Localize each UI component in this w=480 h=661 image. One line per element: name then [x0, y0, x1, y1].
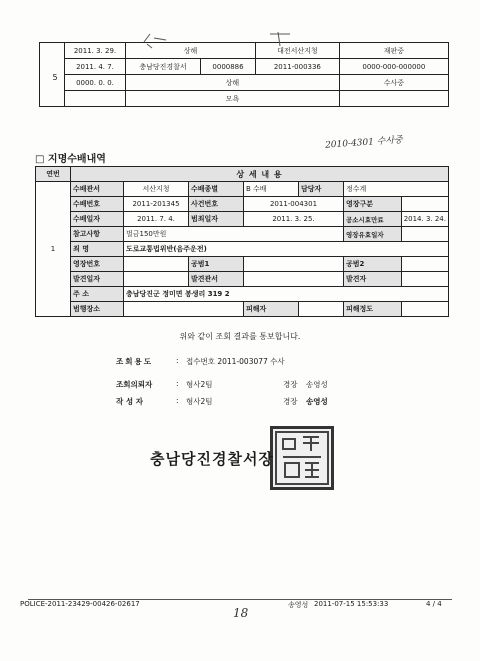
notice-text: 위와 같이 조회 결과를 통보합니다.	[179, 332, 301, 341]
value-case-no: 2011-004301	[244, 197, 344, 212]
label-address: 주 소	[71, 287, 124, 302]
requester-rank: 경장	[283, 380, 298, 389]
station-name: 충남당진경찰서장	[150, 450, 274, 468]
table-row	[36, 182, 449, 197]
value-wanted-type: B 수배	[244, 182, 299, 197]
record-date: 2011. 4. 7.	[65, 59, 126, 75]
wanted-table	[35, 166, 449, 317]
label-warrant-valid: 영장유효일자	[344, 227, 402, 242]
label-wanted-no: 수배번호	[71, 197, 124, 212]
value-issuing-office: 서산지청	[124, 182, 189, 197]
row-number: 5	[52, 73, 58, 82]
handwritten-scribbles	[140, 28, 310, 52]
value-wanted-date: 2011. 7. 4.	[124, 212, 189, 227]
requester-label: 조회의뢰자	[116, 380, 153, 389]
value-note: 벌금150만원	[124, 227, 344, 242]
purpose-label: 조회용도	[116, 357, 153, 366]
handwritten-note: 2010-4301 수사중	[324, 135, 404, 151]
label-warrant-type: 영장구분	[344, 197, 402, 212]
requester-team: 형사2팀	[186, 380, 213, 389]
label-note: 참고사항	[71, 227, 124, 242]
table-row	[36, 167, 449, 182]
table-row	[36, 257, 449, 272]
footer-page: 4 / 4	[426, 600, 442, 608]
label-officer: 담당자	[299, 182, 344, 197]
footer-printed-by: 송영성	[288, 601, 309, 609]
record-office: 충남당진경찰서	[126, 59, 201, 75]
value-officer: 정수계	[344, 182, 449, 197]
author-label: 작 성 자	[116, 397, 143, 406]
record-type: 모욕	[126, 91, 340, 107]
label-statute-end: 공소시효만료	[344, 212, 402, 227]
label-case-no: 사건번호	[189, 197, 244, 212]
value-wanted-no: 2011-201345	[124, 197, 189, 212]
record-case-no: 2011-000336	[256, 59, 340, 75]
footer-doc-id: POLICE-2011-23429-00426-02617	[20, 600, 140, 608]
footer-timestamp: 2011-07-15 15:53:33	[314, 600, 389, 608]
table-row	[36, 272, 449, 287]
label-accomplice2: 공범2	[344, 257, 402, 272]
record-agency: 대전서산지청	[256, 43, 340, 59]
label-crime-place: 범행장소	[71, 302, 124, 317]
table-row	[36, 242, 449, 257]
label-wanted-date: 수배일자	[71, 212, 124, 227]
official-seal	[270, 426, 334, 490]
label-crime-date: 범죄일자	[189, 212, 244, 227]
table-row	[36, 212, 449, 227]
table-row	[36, 197, 449, 212]
label-discovery-office: 발견관서	[189, 272, 244, 287]
label-damage: 피해정도	[344, 302, 402, 317]
value-statute-end: 2014. 3. 24.	[401, 212, 448, 227]
seq-number: 1	[36, 182, 71, 317]
label-discovery-date: 발견일자	[71, 272, 124, 287]
record-date: 2011. 3. 29.	[65, 43, 126, 59]
label-discoverer: 발견자	[344, 272, 402, 287]
record-status: 재판중	[339, 43, 448, 59]
value-address: 충남당진군 정미면 봉생리 319 2	[124, 287, 449, 302]
value-crime-date: 2011. 3. 25.	[244, 212, 344, 227]
label-victim: 피해자	[244, 302, 299, 317]
table-row	[40, 75, 449, 91]
label-crime-name: 죄 명	[71, 242, 124, 257]
record-date: 0000. 0. 0.	[65, 75, 126, 91]
label-warrant-no: 영장번호	[71, 257, 124, 272]
table-row	[36, 227, 449, 242]
author-signature: 송영성	[306, 397, 328, 406]
record-type: 상해	[126, 43, 256, 59]
table-row	[36, 287, 449, 302]
record-doc-no: 0000886	[201, 59, 256, 75]
seal-pattern-icon	[273, 429, 331, 487]
value-crime-name: 도로교통법위반(음주운전)	[124, 242, 449, 257]
table-row	[40, 91, 449, 107]
author-team: 형사2팀	[186, 397, 213, 406]
requester-name: 송영성	[306, 380, 328, 389]
col-detail-header: 상 세 내 용	[71, 167, 449, 182]
record-type: 상해	[126, 75, 340, 91]
col-seq-header: 연번	[36, 167, 71, 182]
handwritten-page-mark: 18	[233, 606, 249, 620]
table-row	[40, 59, 449, 75]
record-status: 수사중	[339, 75, 448, 91]
author-rank: 경장	[283, 397, 298, 406]
label-issuing-office: 수배관서	[71, 182, 124, 197]
section-title: □ 지명수배내역	[35, 154, 106, 165]
label-wanted-type: 수배종별	[189, 182, 244, 197]
label-accomplice1: 공범1	[189, 257, 244, 272]
table-row	[36, 302, 449, 317]
purpose-value: 접수번호 2011-003077 수사	[186, 357, 285, 366]
record-code: 0000-000-000000	[339, 59, 448, 75]
